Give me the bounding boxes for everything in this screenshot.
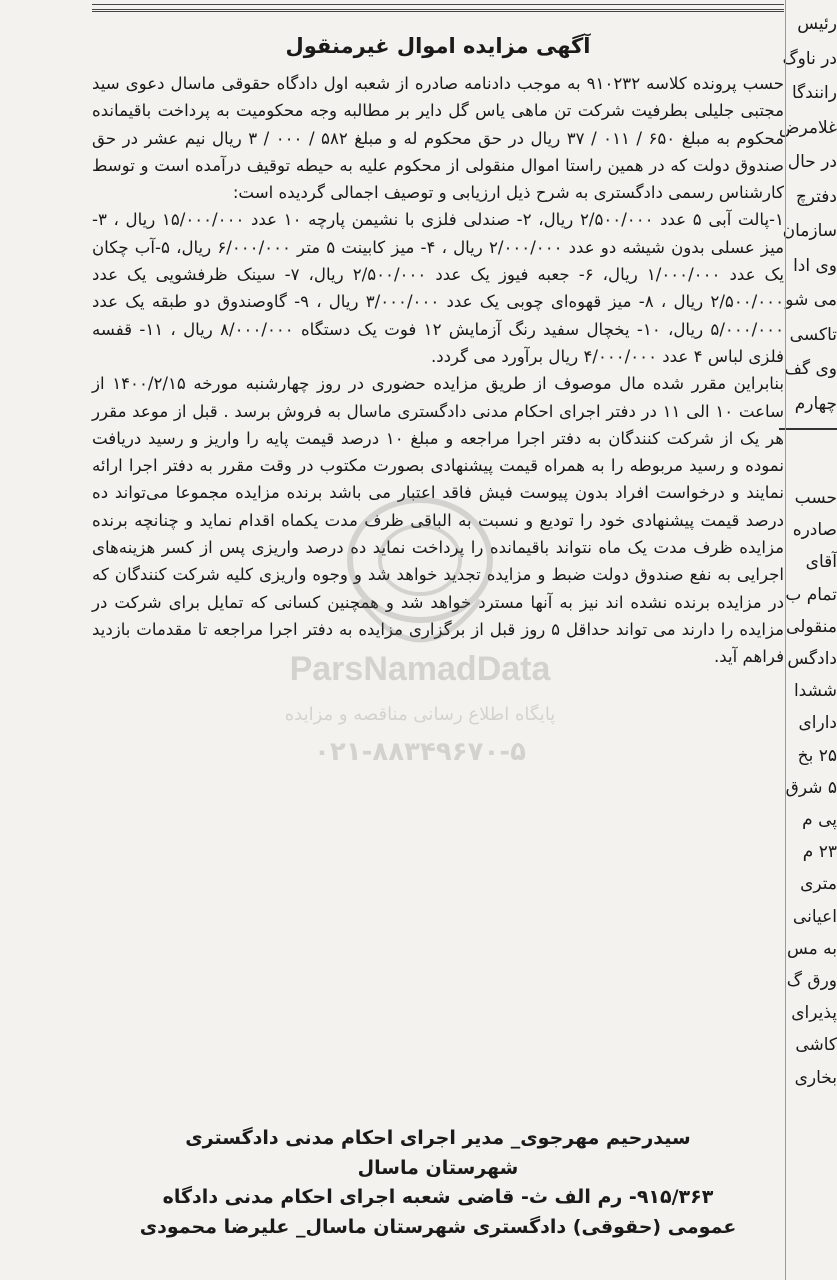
neighbor-column-line: ورق گ (786, 971, 837, 991)
neighbor-column-line: کاشی (795, 1035, 837, 1056)
neighbor-column-line: دارای (798, 713, 837, 734)
paragraph-items-list: ۱-پالت آبی ۵ عدد ۲/۵۰۰/۰۰۰ ریال، ۲- صندلی فلزی با نشیمن پارچه ۱۰ عدد ۱۵/۰۰۰/۰۰۰ ریال ، ۳- میز عسلی بدون شیشه دو عدد ۲/۰۰۰/۰۰۰ ریال ، ۴- میز کابینت ۵ متر ۶/۰۰۰/۰۰۰ ریال، ۵-آب چکان یک عدد ۱/۰۰۰/۰۰۰ ریال، ۶- جعبه فیوز یک عدد ۲/۵۰۰/۰۰۰ ریال، ۷- سینک ظرفشویی یک عدد ۲/۵۰۰/۰۰۰ ریال ، ۸- میز قهوه‌ای چوبی یک عدد ۳/۰۰۰/۰۰۰ ریال ، ۹- گاوصندوق دو طبقه یک عدد ۵/۰۰۰/۰۰۰ ریال، ۱۰- یخچال سفید رنگ آزمایش ۱۲ فوت یک دستگاه ۸/۰۰۰/۰۰۰ ریال ، ۱۱- قفسه فلزی لباس ۴ عدد ۴/۰۰۰/۰۰۰ ریال برآورد می گردد. (92, 210, 784, 366)
neighbor-column-line: در حال (787, 152, 837, 172)
neighbor-column-line: دادگس (787, 649, 837, 669)
neighbor-column-line: می شو (785, 290, 837, 310)
notice-title: آگهی مزایده اموال غیرمنقول (285, 34, 591, 58)
neighbor-column-line: وی گف (784, 359, 837, 379)
signature-line: عمومی (حقوقی) دادگستری شهرستان ماسال_ علیرضا محمودی (139, 1215, 737, 1238)
neighbor-column (779, 0, 837, 1280)
neighbor-column-line: غلامرض (779, 117, 837, 138)
signature-line: ۹۱۵/۳۶۳- رم الف ث- قاضی شعبه اجرای احکام مدنی دادگاه (162, 1186, 714, 1208)
neighbor-column-line: دفترچ (795, 186, 837, 207)
neighbor-column-line: بخاری (794, 1067, 837, 1088)
neighbor-column-line: سازمان (782, 221, 837, 241)
svg-text:پایگاه اطلاع رسانی مناقصه و مز: پایگاه اطلاع رسانی مناقصه و مزایده (284, 704, 556, 725)
neighbor-column-line: وی ادا (793, 255, 837, 276)
signature-line: شهرستان ماسال (357, 1156, 519, 1179)
paragraph-case-details: حسب پرونده کلاسه ۹۱۰۲۳۲ به موجب دادنامه صادره از شعبه اول دادگاه حقوقی ماسال دعوی سید مجتبی جلیلی بطرفیت شرکت تن ماهی یاس گل دایر بر مطالبه وجه محکومیت به پرداخت باقیمانده محکوم به مبلغ ۶۵۰ / ۰۱۱ / ۳۷ ریال در حق محکوم له و مبلغ ۵۸۲ / ۰۰۰ / ۳ ریال نیم عشر در حق صندوق دولت که در همین راستا اموال منقولی از محکوم علیه به حیطه توقیف درآمده است و توسط کارشناس رسمی دادگستری به شرح ذیل ارزیابی و توصیف اجمالی گردیده است: (92, 74, 785, 203)
neighbor-column-line: رئیس (797, 14, 837, 34)
neighbor-column-separator (779, 428, 837, 430)
svg-text:ParsNamadData: ParsNamadData (289, 650, 551, 688)
neighbor-column-line: چهارم (794, 393, 837, 414)
neighbor-column-line: اعیانی (792, 906, 837, 927)
neighbor-column-line: منقولی (786, 616, 837, 637)
paragraph-auction-terms: بنابراین مقرر شده مال موصوف از طریق مزایده حضوری در روز چهارشنبه مورخه ۱۴۰۰/۲/۱۵ از ساعت ۱۰ الی ۱۱ در دفتر اجرای احکام مدنی دادگستری ماسال به فروش برسد . قبل از موعد مقرر هر یک از شرکت کنندگان به دفتر اجرا مراجعه و مبلغ ۱۰ درصد قیمت پایه را واریز و رسید دریافت نموده و رسید مربوطه را به همراه قیمت پیشنهادی بصورت مکتوب در وقت مقرر به دفتر اجرا ارائه نمایند و درخواست افراد بدون پیوست فیش فاقد اعتبار می باشد برنده مزایده مجموعا می‌تواند ده درصد قیمت پیشنهادی خود را تودیع و نسبت به الباقی ظرف مدت یکماه اقدام نماید و چنانچه برنده مزایده ظرف مدت یک ماه نتواند باقیمانده را پرداخت نماید ده درصد واریزی پس از کسر هزینه‌های اجرایی به نفع صندوق دولت ضبط و مزایده تجدید خواهد شد و وجوه واریزی کلیه شرکت کنندگان که در مزایده برنده نشده اند نیز به آنها مسترد خواهد شد و همچنین کسانی که تمایل برای شرکت در مزایده را دارند می تواند حداقل ۵ روز قبل از برگزاری مزایده به دفتر اجرا مراجعه تا مقدمات بازدید فراهم آید. (92, 374, 785, 667)
signature-block (92, 1124, 784, 1242)
neighbor-column-line: به مس (786, 938, 837, 959)
neighbor-column-line: پذیرای (791, 1003, 837, 1024)
neighbor-column-line: در ناوگ (782, 48, 837, 69)
neighbor-column-line: آقای (805, 552, 837, 573)
neighbor-column-line: متری (800, 874, 837, 895)
signature-line: سیدرحیم مهرجوی_ مدیر اجرای احکام مدنی دادگستری (185, 1127, 691, 1149)
notice-body (92, 70, 784, 671)
neighbor-column-line: رانندگا (792, 83, 837, 103)
neighbor-column-line: ۵ شرق (785, 777, 837, 798)
column-divider (785, 0, 786, 1280)
neighbor-column-line: ۲۵ بخ (797, 745, 837, 766)
neighbor-column-line: ۲۳ م (802, 842, 837, 863)
neighbor-column-line: پی م (802, 810, 837, 830)
neighbor-column-line: حسب (794, 488, 837, 508)
neighbor-column-line: ششدا (793, 681, 837, 702)
neighbor-column-line: تاکسی (789, 324, 837, 345)
neighbor-column-line: تمام ب (785, 584, 837, 605)
svg-text:۰۲۱-۸۸۳۴۹۶۷۰-۵: ۰۲۱-۸۸۳۴۹۶۷۰-۵ (313, 737, 527, 767)
notice-column (92, 0, 784, 1280)
neighbor-column-line: صادره (792, 520, 837, 541)
